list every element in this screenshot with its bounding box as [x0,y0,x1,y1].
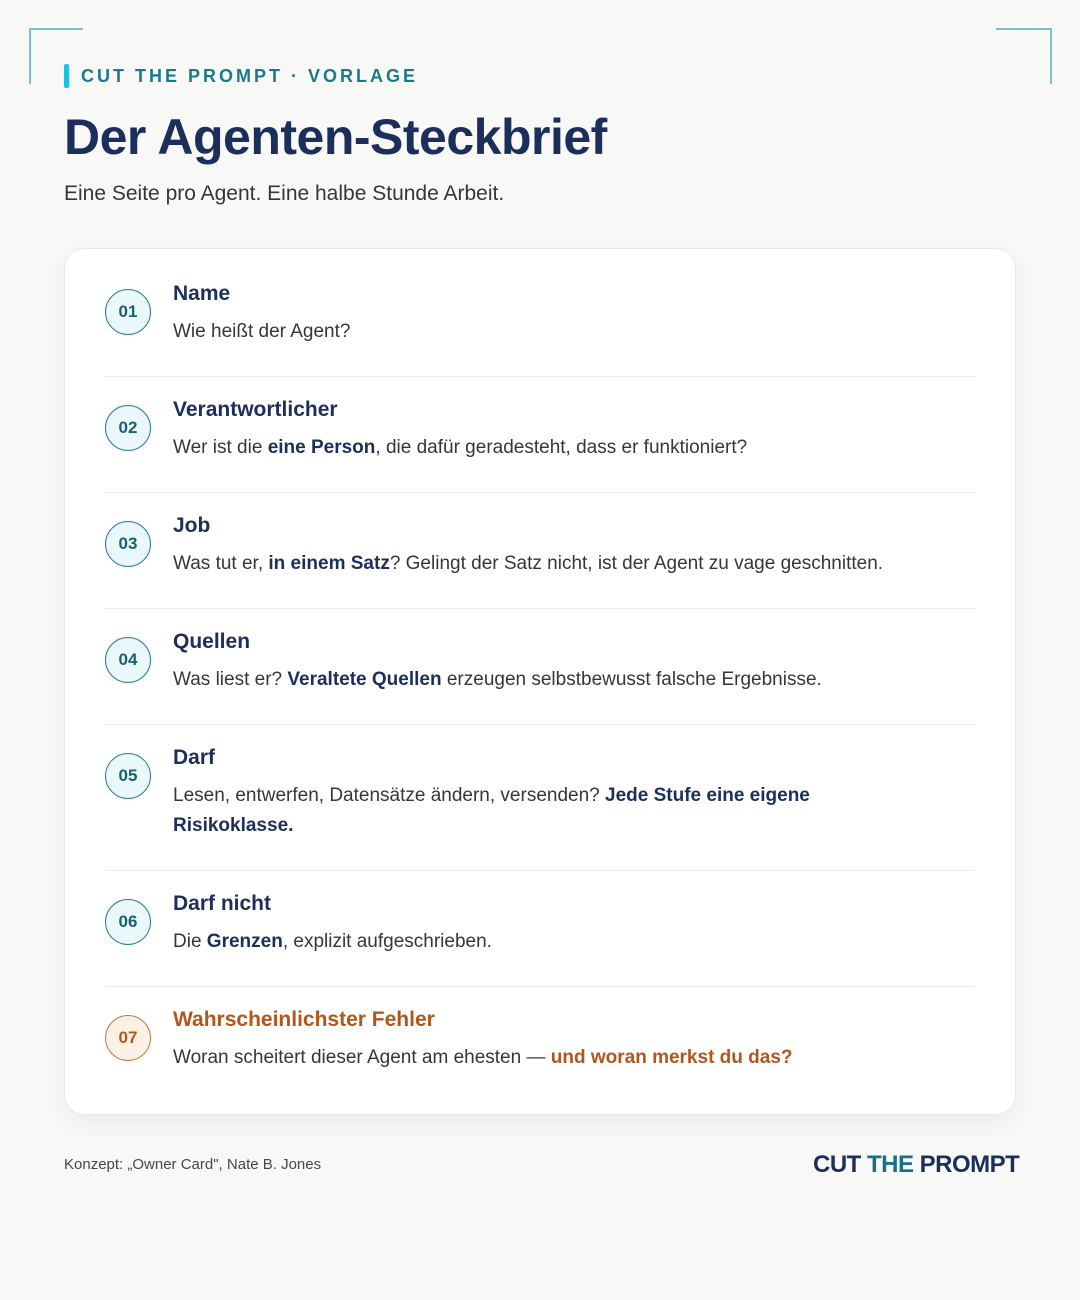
item-number-badge: 04 [105,637,151,683]
row-divider [105,986,975,987]
item-description-emphasis: Grenzen [206,931,283,952]
page-subtitle: Eine Seite pro Agent. Eine halbe Stunde Arbeit. [64,182,505,205]
item-number-badge: 07 [105,1015,151,1061]
footer-logo [813,1151,1020,1179]
row-divider [105,376,975,377]
item-description [173,665,933,695]
item-title: Darf nicht [173,892,272,915]
eyebrow-accent-bar [64,64,69,88]
row-divider [105,870,975,871]
logo-text-prompt: PROMPT [913,1151,1020,1178]
item-description-text: Wie heißt der Agent? [173,321,351,342]
item-description-emphasis: und woran merkst du das? [550,1047,793,1068]
item-description-text: ? Gelingt der Satz nicht, ist der Agent zu vage geschnitten. [389,553,884,574]
item-title: Darf [173,746,216,769]
item-description-emphasis: in einem Satz [268,553,390,574]
item-description-text: Woran scheitert dieser Agent am ehesten — [173,1047,551,1068]
item-title: Wahrscheinlichster Fehler [173,1008,435,1031]
item-description [173,549,933,579]
item-title: Quellen [173,630,251,653]
item-title: Job [173,514,211,537]
row-divider [105,492,975,493]
row-divider [105,724,975,725]
eyebrow [64,64,418,88]
item-description-text: Lesen, entwerfen, Datensätze ändern, versenden? [173,785,606,806]
item-description-text: , die dafür geradesteht, dass er funktioniert? [375,437,748,458]
item-number-badge: 03 [105,521,151,567]
item-description [173,781,873,841]
logo-text-cut: CUT [813,1151,867,1178]
item-description-text: Die [173,931,207,952]
item-number-badge: 05 [105,753,151,799]
corner-bracket-right [996,28,1052,84]
item-description-text: erzeugen selbstbewusst falsche Ergebnisse. [441,669,822,690]
footer-credit: Konzept: „Owner Card", Nate B. Jones [64,1156,322,1173]
item-title: Name [173,282,231,305]
item-description [173,433,933,463]
item-description-text: Was liest er? [173,669,288,690]
item-description-emphasis: Jede Stufe eine eigene Risikoklasse. [173,785,810,836]
item-description [173,317,933,347]
item-description-text: Wer ist die [173,437,268,458]
item-number-badge: 06 [105,899,151,945]
page-title: Der Agenten-Steckbrief [64,109,607,165]
item-description-text: , explizit aufgeschrieben. [282,931,492,952]
item-description [173,1043,933,1073]
item-number-badge: 02 [105,405,151,451]
logo-text-the: THE [867,1151,914,1178]
row-divider [105,608,975,609]
item-number-badge: 01 [105,289,151,335]
item-title: Verantwortlicher [173,398,338,421]
item-description-emphasis: eine Person [267,437,376,458]
item-description-text: Was tut er, [173,553,269,574]
item-description-emphasis: Veraltete Quellen [287,669,442,690]
eyebrow-text: CUT THE PROMPT · VORLAGE [81,65,418,86]
steckbrief-card [64,248,1016,1115]
item-description [173,927,933,957]
